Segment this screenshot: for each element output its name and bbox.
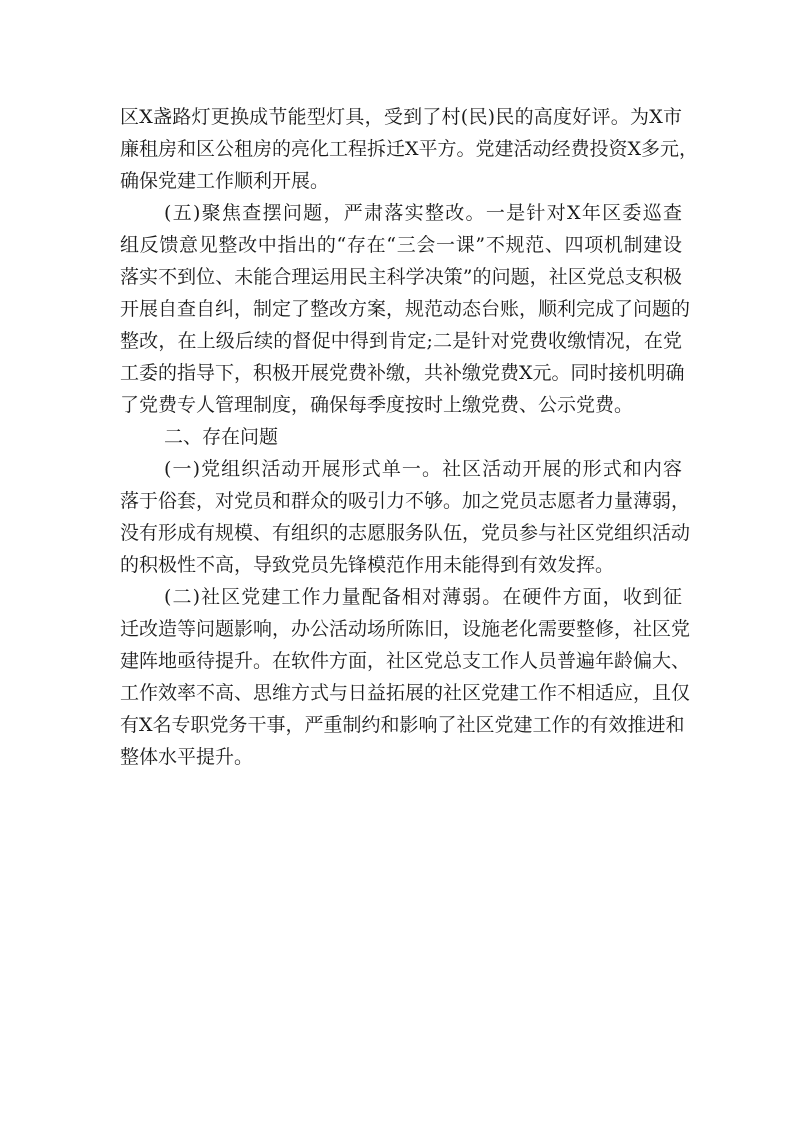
text-line: 落实不到位、未能合理运用民主科学决策”的问题，社区党总支积极 — [120, 266, 682, 288]
text-line: 工委的指导下，积极开展党费补缴，共补缴党费X元。同时接机明确 — [120, 362, 685, 384]
text-line: 了党费专人管理制度，确保每季度按时上缴党费、公示党费。 — [120, 394, 634, 416]
text-line: 工作效率不高、思维方式与日益拓展的社区党建工作不相适应，且仅 — [120, 682, 691, 704]
text-line: 整改，在上级后续的督促中得到肯定;二是针对党费收缴情况，在党 — [120, 330, 682, 352]
text-line: 建阵地亟待提升。在软件方面，社区党总支工作人员普遍年龄偏大、 — [120, 650, 691, 672]
text-line: 迁改造等问题影响，办公活动场所陈旧，设施老化需要整修，社区党 — [120, 618, 691, 640]
text-line: 整体水平提升。 — [120, 746, 254, 768]
text-line: 确保党建工作顺利开展。 — [120, 170, 330, 192]
text-line: 区X盏路灯更换成节能型灯具，受到了村(民)民的高度好评。为X市 — [120, 106, 682, 128]
paragraph-staffing — [120, 581, 691, 773]
text-line: 有X名专职党务干事，严重制约和影响了社区党建工作的有效推进和 — [120, 714, 685, 736]
text-line: (一)党组织活动开展形式单一。社区活动开展的形式和内容 — [164, 458, 682, 480]
paragraph-lighting-funding — [120, 101, 699, 197]
text-line: (二)社区党建工作力量配备相对薄弱。在硬件方面，收到征 — [164, 586, 682, 608]
paragraph-activity-format — [120, 453, 691, 581]
section-heading-problems — [120, 421, 682, 453]
text-line: (五)聚焦查摆问题，严肃落实整改。一是针对X年区委巡查 — [164, 202, 682, 224]
paragraph-rectification — [120, 197, 691, 421]
text-line: 没有形成有规模、有组织的志愿服务队伍，党员参与社区党组织活动 — [120, 522, 691, 544]
text-line: 的积极性不高，导致党员先锋模范作用未能得到有效发挥。 — [120, 554, 615, 576]
text-line: 廉租房和区公租房的亮化工程拆迁X平方。党建活动经费投资X多元， — [120, 138, 699, 160]
text-line: 落于俗套，对党员和群众的吸引力不够。加之党员志愿者力量薄弱， — [120, 490, 691, 512]
heading-text: 二、存在问题 — [164, 426, 279, 448]
text-line: 开展自查自纠，制定了整改方案，规范动态台账，顺利完成了问题的 — [120, 298, 691, 320]
text-line: 组反馈意见整改中指出的“存在“三会一课”不规范、四项机制建设 — [120, 234, 682, 256]
document-body — [120, 101, 699, 773]
